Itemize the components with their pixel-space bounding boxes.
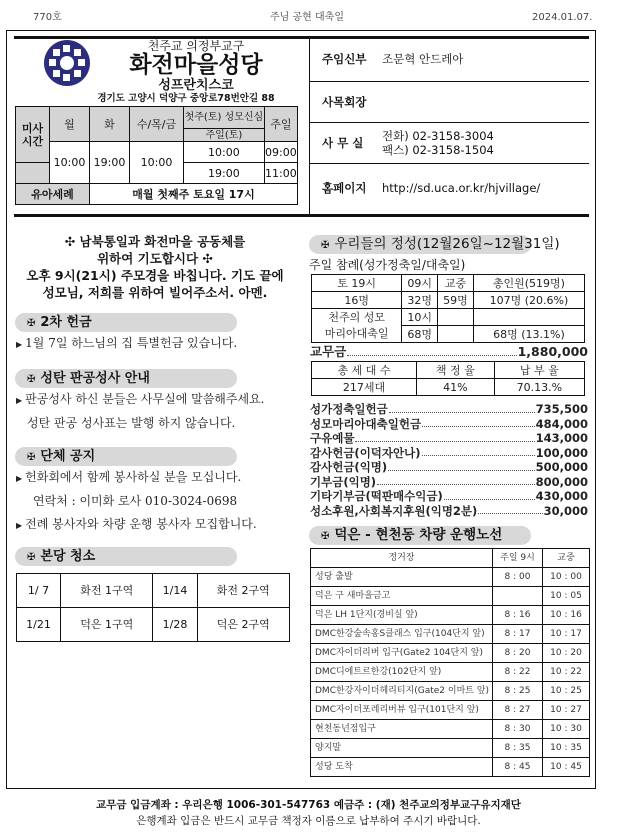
cross-icon: ✠ — [27, 374, 36, 385]
offering-line: 구유예물 143,000 — [310, 431, 588, 445]
left-column: ✣ 남북통일과 화전마을 공동체를 위하여 기도합시다 ✣ 오후 9시(21시) 주모경을 바칩니다. 기도 끝에 성모님, 저희를 위하여 빌어주소서. 아멘. ✠ 2차 헌금 ▶ 1월 7일 하느님의 집 특별헌금 있습니다. ✠ 성탄 판공성사 안내 ▶ 판공성사 하신 분들은 사무실에 말씀해주세요. 성탄 판공 성사표는 발행 하지 않습니다. ✠ 단체 공지 ▶ 헌화회에서 함께 봉사하실 분을 모십니다. 연락처 : 이미화 로사 010-3024-0698 ▶ 전례 봉사자와 차량 운행 봉사자 모집합니다. ✠ 본당 청소 1/ 7 화전 1구역 1/14 화전 2구역 1/21 덕은 1구역 1/28 덕은 2구역 — [10, 233, 300, 642]
bullet-icon: ▶ — [16, 474, 23, 483]
section-header-shuttle-route: ✠ 덕은 - 현천동 차량 운행노선 — [309, 526, 531, 545]
office-fax: 팩스) 02-3158-1504 — [382, 143, 494, 157]
bullet-icon: ▶ — [16, 396, 23, 405]
bulletin-date: 2024.01.07. — [532, 12, 593, 23]
attendance-title: 주일 참례(성가정축일/대축일) — [309, 258, 466, 272]
church-logo-icon — [44, 40, 90, 86]
section-header-cleaning: ✠ 본당 청소 — [15, 547, 237, 566]
baptism-time: 매월 첫째주 토요일 17시 — [90, 184, 298, 205]
route-stop-row: 덕은 구 새마을금고 10 : 05 — [311, 587, 590, 606]
baptism-label: 유아세례 — [16, 184, 90, 205]
address: 경기도 고양시 덕양구 중앙로78번안길 88 — [97, 93, 275, 104]
cross-icon: ✠ — [321, 240, 330, 251]
offering-line: 기부금(익명) 800,000 — [310, 474, 588, 489]
offering-line: 기타기부금(떡판매수익금) 430,000 — [310, 489, 588, 503]
dues-line: 교무금 1,880,000 — [310, 344, 588, 359]
offering-line: 감사헌금(익명) 500,000 — [310, 460, 588, 474]
account-info: 교무금 입금계좌 : 우리은행 1006-301-547763 예금주 : (재) 천주교의정부교구유지재단 — [96, 799, 521, 811]
cleaning-table: 1/ 7 화전 1구역 1/14 화전 2구역 1/21 덕은 1구역 1/28 덕은 2구역 — [16, 573, 290, 642]
mass-time-label: 미사 시간 — [16, 107, 50, 163]
route-stop-row: 양지말 8 : 35 10 : 35 — [311, 739, 590, 758]
dues-table: 총 세 대 수 책 정 율 납 부 율 217세대 41% 70.13.% — [311, 361, 585, 396]
attendance-table: 토 19시 09시 교중 총인원(519명) 16명 32명 59명 107명 (20.6%) 천주의 성모 10시 마리아대축일 68명 68명 (13.1%) — [311, 274, 585, 343]
divider — [14, 214, 589, 217]
prayer-notice: ✣ 남북통일과 화전마을 공동체를 위하여 기도합시다 ✣ 오후 9시(21시) 주모경을 바칩니다. 기도 끝에 성모님, 저희를 위하여 빌어주소서. 아멘. — [26, 234, 284, 300]
diocese: 천주교 의정부교구 — [147, 39, 245, 53]
section-header-second-collection: ✠ 2차 헌금 — [15, 313, 237, 332]
route-stop-row: DMC자이더포레리버뷰 입구(101단지 앞) 8 : 27 10 : 27 — [311, 701, 590, 720]
cross-icon: ✠ — [27, 452, 36, 463]
bullet-icon: ▶ — [16, 340, 23, 349]
route-stop-row: DMC한강숲속홍S클래스 입구(104단지 앞) 8 : 17 10 : 17 — [311, 625, 590, 644]
section-header-group-notice: ✠ 단체 공지 — [15, 447, 237, 466]
route-stop-row: DMC자이더리버 입구(Gate2 104단지 앞) 8 : 20 10 : 20 — [311, 644, 590, 663]
church-name: 화전마을성당 — [129, 52, 263, 78]
offering-line: 감사헌금(이덕자안나) 100,000 — [310, 445, 588, 460]
cross-icon: ✠ — [321, 531, 330, 542]
feast-name: 주님 공현 대축일 — [270, 12, 344, 23]
office-phone: 전화) 02-3158-3004 — [382, 129, 494, 143]
route-stop-row: DMC한강자이더헤리티지(Gate2 이마트 앞) 8 : 25 10 : 25 — [311, 682, 590, 701]
section-header-confession: ✠ 성탄 판공성사 안내 — [15, 369, 237, 388]
mass-schedule-table: 미사 시간 월 화 수/목/금 첫주(토) 성모신심 주일 주일(토) 10:00 19:00 10:00 10:00 09:00 19:00 11:00 유아세례 매월 첫째주 토요일 17시 — [15, 106, 298, 205]
offering-line: 성모마리아대축일헌금 484,000 — [310, 416, 588, 431]
route-stop-row: DMC디에트르한강(102단지 앞) 8 : 22 10 : 22 — [311, 663, 590, 682]
homepage-link[interactable]: http://sd.uca.or.kr/hjvillage/ — [382, 180, 541, 195]
pastor-name: 조문혁 안드레아 — [382, 52, 464, 66]
offering-line: 성소후원,사회복지후원(익명2분) 30,000 — [310, 503, 588, 518]
contact-info: 주임신부 조문혁 안드레아 사목회장 사 무 실 전화) 02-3158-3004 팩스) 02-3158-1504 홈페이지 http://sd.uca.or.kr/hjvillage/ — [309, 37, 588, 214]
right-column — [309, 235, 590, 777]
offering-list — [309, 402, 590, 518]
issue-number: 770호 — [33, 12, 62, 23]
route-stop-row: 성당 도착 8 : 45 10 : 45 — [311, 758, 590, 777]
patron-saint: 성프란치스코 — [158, 78, 234, 93]
cross-icon: ✠ — [27, 318, 36, 329]
cross-icon: ✠ — [27, 552, 36, 563]
section-header-offerings: ✠ 우리들의 정성(12월26일~12월31일) — [309, 235, 531, 254]
account-note: 은행계좌 입금은 반드시 교무금 책정자 이름으로 납부하여 주시기 바랍니다. — [136, 815, 481, 827]
route-stop-row: 성당 출발 8 : 00 10 : 00 — [311, 568, 590, 587]
route-stop-row: 현천동넌점입구 8 : 30 10 : 30 — [311, 720, 590, 739]
shuttle-route-table: 정거장 주일 9시 교중 성당 출발 8 : 00 10 : 00 덕은 구 새마을금고 10 : 05 덕은 LH 1단지(경비실 앞) 8 : 16 10 : 16 DMC한강숲속홍S클래스 입구(104단지 앞) 8 : 17 10 : 17 DMC자이더리버 입구(Gate2 104단지 앞) 8 : 20 10 : 20 DMC디에트르한강(102단지 앞) 8 : 22 10 : 22 DMC한강자이더헤리티지(Gate2 이마트 앞) 8 : 25 10 : 25 DMC자이더포레리버뷰 입구(101단지 앞) 8 : 27 10 : 27 현천동넌점입구 8 : 30 10 : 30 양지말 8 : 35 10 : 35 성당 도착 8 : 45 10 : 45 — [310, 548, 590, 777]
bullet-icon: ▶ — [16, 521, 23, 530]
church-title-block — [96, 39, 296, 105]
route-stop-row: 덕은 LH 1단지(경비실 앞) 8 : 16 10 : 16 — [311, 606, 590, 625]
offering-line: 성가정축일헌금 735,500 — [310, 402, 588, 416]
